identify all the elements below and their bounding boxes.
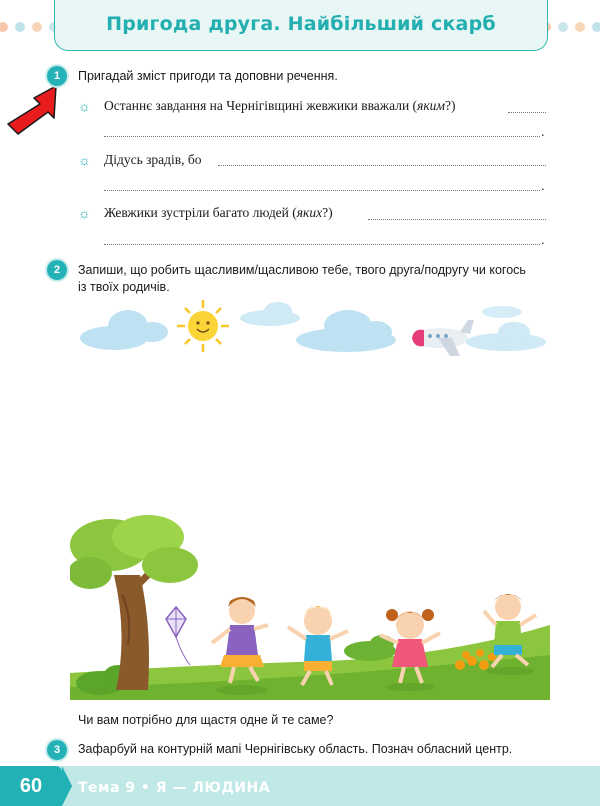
item-3-hint: яких (296, 205, 323, 220)
pointer-arrow-icon (4, 84, 60, 138)
item-3-tail: ?) (322, 205, 333, 220)
title-banner (54, 0, 548, 51)
page-footer (0, 766, 600, 806)
period-mark: . (541, 124, 545, 139)
airplane-icon (412, 320, 474, 356)
item-1-prompt (104, 98, 456, 114)
item-1-tail: ?) (445, 98, 456, 113)
item-3-prompt (104, 205, 333, 221)
cloud-icon (80, 310, 168, 350)
period-mark: . (541, 178, 545, 193)
sun-bullet-icon: ☼ (78, 152, 91, 168)
answer-line[interactable] (218, 165, 546, 166)
task-3-number: 3 (47, 740, 67, 760)
task-2-instruction (78, 262, 548, 296)
sun-bullet-icon: ☼ (78, 205, 91, 221)
answer-line[interactable] (104, 136, 540, 137)
page-number: 60 (0, 766, 62, 806)
task-1-number: 1 (47, 66, 67, 86)
answer-line[interactable] (104, 190, 540, 191)
cloud-icon (296, 310, 396, 352)
page-title: Пригода друга. Найбільший скарб (106, 13, 496, 35)
footer-topic: Тема 9 • Я — ЛЮДИНА (78, 780, 271, 796)
sun-icon (177, 300, 229, 352)
kids-park-illustration (70, 515, 550, 705)
period-mark: . (541, 232, 545, 247)
answer-line[interactable] (368, 219, 546, 220)
kite-icon (166, 607, 190, 665)
cloud-icon (466, 322, 546, 351)
task-1-instruction: Пригадай зміст пригоди та доповни речення. (78, 69, 338, 83)
task-3-instruction: Зафарбуй на контурній мапі Чернігівську область. Познач обласний центр. (78, 742, 513, 756)
sky-illustration (78, 298, 548, 358)
task-2-instruction-line-2: із твоїх родичів. (78, 280, 170, 294)
cloud-icon (482, 306, 522, 318)
item-2-lead: Дідусь зрадів, бо (104, 152, 202, 167)
task-2-question: Чи вам потрібно для щастя одне й те саме? (78, 713, 334, 727)
task-2-number: 2 (47, 260, 67, 280)
item-1-hint: яким (417, 98, 446, 113)
sun-bullet-icon: ☼ (78, 98, 91, 114)
item-3-lead: Жевжики зустріли багато людей ( (104, 205, 297, 220)
answer-line[interactable] (508, 112, 546, 113)
cloud-icon (240, 302, 300, 326)
task-2-instruction-line-1: Запиши, що робить щасливим/щасливою тебе, твого друга/подругу чи когось (78, 263, 526, 277)
item-1-lead: Останнє завдання на Чернігівщині жевжики вважали ( (104, 98, 418, 113)
answer-line[interactable] (104, 244, 540, 245)
tree-icon (70, 515, 198, 690)
item-2-prompt (104, 152, 202, 168)
